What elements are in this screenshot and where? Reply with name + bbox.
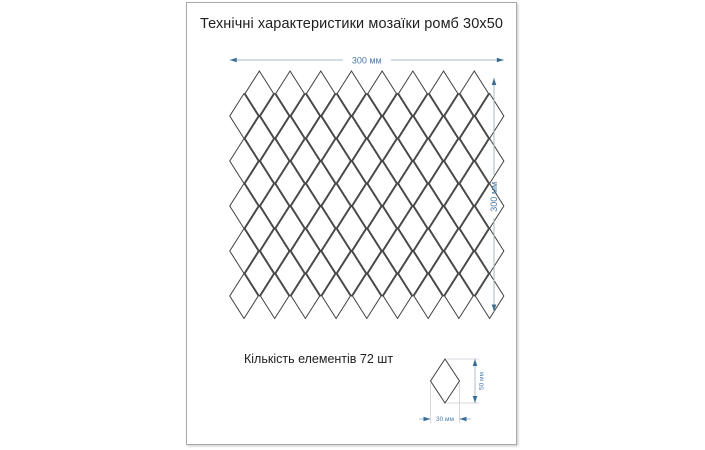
mosaic-tile <box>429 71 458 116</box>
mosaic-tile <box>276 71 305 116</box>
page-title: Технічні характеристики мозаїки ромб 30х50 <box>199 16 504 32</box>
mosaic-tile <box>383 274 412 319</box>
mosaic-tile <box>353 229 382 274</box>
mosaic-tile <box>383 184 412 229</box>
mosaic-tile <box>475 229 504 274</box>
mosaic-tile <box>353 184 382 229</box>
mosaic-tile <box>399 206 428 251</box>
dimension-label: 50 мм <box>478 372 486 390</box>
mosaic-tile <box>475 139 504 184</box>
detail-tile <box>431 359 460 403</box>
mosaic-tile <box>230 229 259 274</box>
mosaic-tile <box>368 206 397 251</box>
mosaic-tile <box>291 184 320 229</box>
mosaic-tile <box>460 206 489 251</box>
mosaic-tile <box>445 139 474 184</box>
dimension-arrowhead-icon <box>460 417 467 422</box>
dimension-label: 30 мм <box>436 416 454 423</box>
dimension-arrowhead-icon <box>230 58 237 63</box>
dimension-arrowhead-icon <box>492 78 497 85</box>
dimension-label: 300 мм <box>489 181 499 212</box>
mosaic-tile <box>414 274 443 319</box>
mosaic-tile <box>230 94 259 139</box>
mosaic-tile <box>414 184 443 229</box>
mosaic-tile <box>230 274 259 319</box>
mosaic-tile <box>307 71 336 116</box>
mosaic-tile <box>276 161 305 206</box>
mosaic-tile <box>429 161 458 206</box>
mosaic-tile <box>245 116 274 161</box>
mosaic-tile <box>276 251 305 296</box>
mosaic-tile <box>307 161 336 206</box>
mosaic-tile <box>307 206 336 251</box>
mosaic-tile <box>245 71 274 116</box>
mosaic-tile <box>291 274 320 319</box>
mosaic-tile <box>414 139 443 184</box>
mosaic-tile <box>322 229 351 274</box>
mosaic-tile <box>475 274 504 319</box>
mosaic-tile <box>414 94 443 139</box>
dimension-arrowhead-icon <box>492 305 497 312</box>
mosaic-tile <box>291 139 320 184</box>
mosaic-tile <box>460 71 489 116</box>
mosaic-tile <box>291 229 320 274</box>
mosaic-tile <box>291 94 320 139</box>
mosaic-tile <box>429 206 458 251</box>
mosaic-tile <box>445 94 474 139</box>
mosaic-tile <box>322 274 351 319</box>
mosaic-technical-diagram <box>187 3 516 444</box>
mosaic-tile <box>368 161 397 206</box>
mosaic-tile <box>245 251 274 296</box>
mosaic-tile <box>260 229 289 274</box>
dimension-arrowhead-icon <box>473 359 478 366</box>
mosaic-tile <box>445 184 474 229</box>
mosaic-tile <box>260 274 289 319</box>
mosaic-tile <box>460 161 489 206</box>
mosaic-tile <box>260 184 289 229</box>
mosaic-tile <box>445 229 474 274</box>
mosaic-tile <box>260 94 289 139</box>
mosaic-tile <box>337 251 366 296</box>
mosaic-tile <box>337 116 366 161</box>
mosaic-tile <box>445 274 474 319</box>
spec-sheet-page <box>186 2 517 445</box>
mosaic-tile <box>230 139 259 184</box>
mosaic-tile <box>276 116 305 161</box>
mosaic-tile <box>429 116 458 161</box>
mosaic-tile <box>245 161 274 206</box>
dimension-label: 300 мм <box>351 55 382 66</box>
mosaic-tile <box>353 94 382 139</box>
dimension-arrowhead-icon <box>473 396 478 403</box>
mosaic-tile <box>337 161 366 206</box>
mosaic-tile <box>399 116 428 161</box>
mosaic-tile <box>460 116 489 161</box>
mosaic-tile <box>353 139 382 184</box>
mosaic-tile <box>460 251 489 296</box>
mosaic-tile <box>260 139 289 184</box>
dimension-arrowhead-icon <box>497 58 504 63</box>
mosaic-tile <box>368 251 397 296</box>
mosaic-tile <box>307 116 336 161</box>
mosaic-tile <box>322 184 351 229</box>
mosaic-tile <box>337 206 366 251</box>
mosaic-tile <box>383 94 412 139</box>
mosaic-tile <box>399 71 428 116</box>
mosaic-tile <box>368 116 397 161</box>
dimension-arrowhead-icon <box>424 417 431 422</box>
mosaic-tile <box>475 94 504 139</box>
mosaic-tile <box>322 94 351 139</box>
element-count-label: Кількість елементів 72 шт <box>244 352 394 366</box>
mosaic-tile <box>429 251 458 296</box>
mosaic-tile <box>337 71 366 116</box>
mosaic-tile <box>230 184 259 229</box>
mosaic-tile <box>414 229 443 274</box>
mosaic-tile <box>399 251 428 296</box>
mosaic-tile <box>276 206 305 251</box>
mosaic-tile <box>383 139 412 184</box>
mosaic-tile <box>353 274 382 319</box>
mosaic-tile <box>245 206 274 251</box>
mosaic-tile <box>307 251 336 296</box>
mosaic-tile <box>368 71 397 116</box>
mosaic-tile <box>399 161 428 206</box>
mosaic-tile <box>383 229 412 274</box>
mosaic-tile <box>322 139 351 184</box>
